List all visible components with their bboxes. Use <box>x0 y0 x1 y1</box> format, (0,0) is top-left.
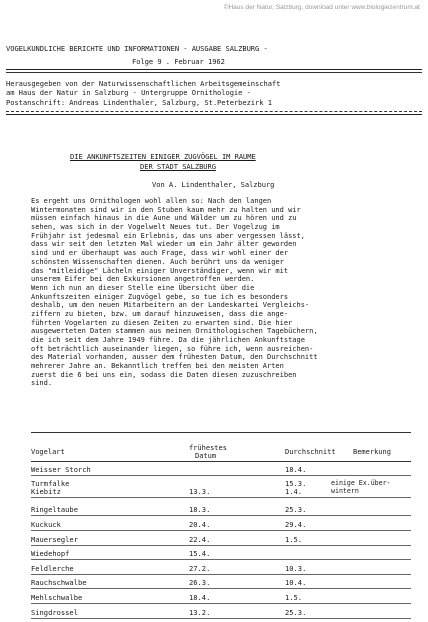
article-title-1: DIE ANKUNFTSZEITEN EINIGER ZUGVÖGEL IM RAUME <box>70 152 256 161</box>
table-cell-earliest: 27.2. <box>189 564 211 573</box>
table-cell-earliest: 20.4. <box>189 520 211 529</box>
body-line: Frühjahr ist jedesmal ein Erlebnis, das uns aber vergessen lässt, <box>31 231 305 240</box>
column-header-average: Durchschnitt <box>285 448 336 456</box>
body-line: Ankunftszeiten einiger Zugvögel gebe, so tue ich es besonders <box>31 292 289 301</box>
divider-dashed <box>6 111 422 112</box>
body-line: unserem Eifer bei den Exkursionen angetroffen werden. <box>31 275 255 284</box>
table-cell-species: Feldlerche <box>31 564 74 573</box>
publisher-line-2: am Haus der Natur in Salzburg - Untergruppe Ornithologie - <box>6 88 251 97</box>
table-cell-species: Rauchschwalbe <box>31 578 87 587</box>
article-author: Von A. Lindenthaler, Salzburg <box>152 180 275 189</box>
table-cell-species: Turmfalke <box>31 479 70 488</box>
table-cell-earliest: 18.4. <box>189 593 211 602</box>
column-header-remarks: Bemerkung <box>353 448 391 456</box>
column-header-earliest-sub: Datum <box>195 452 217 460</box>
article-body <box>31 197 411 406</box>
table-cell-earliest: 13.2. <box>189 608 211 617</box>
table-row-divider <box>31 515 411 516</box>
table-row-divider <box>31 545 411 546</box>
divider-top-1 <box>6 69 422 70</box>
table-row-divider <box>31 559 411 560</box>
table-cell-remark: wintern <box>331 487 359 495</box>
table-cell-earliest: 22.4. <box>189 535 211 544</box>
table-cell-species: Ringeltaube <box>31 505 78 514</box>
table-cell-species: Kiebitz <box>31 487 61 496</box>
table-cell-average: 29.4. <box>285 520 307 529</box>
body-line: mehrerer Jahre an. Bekanntlich treffen bei den meisten Arten <box>31 362 284 371</box>
body-line: des Material vorhanden, ausser dem frühesten Datum, den Durchschnitt <box>31 353 318 362</box>
table-row-divider <box>31 497 411 498</box>
table-cell-species: Wiedehopf <box>31 549 70 558</box>
table-row <box>31 593 411 607</box>
divider-top-2 <box>6 72 422 73</box>
table-cell-average: 10.4. <box>285 578 307 587</box>
postal-address: Postanschrift: Andreas Lindenthaler, Salzburg, St.Peterbezirk 1 <box>6 98 272 107</box>
table-row <box>31 578 411 592</box>
table-cell-earliest: 26.3. <box>189 578 211 587</box>
table-cell-average: 1.5. <box>285 535 303 544</box>
body-line: sind und er überhaupt was auch Frage, dass wir wohl einer der <box>31 249 289 258</box>
table-row <box>31 608 411 622</box>
table-row-divider <box>31 574 411 575</box>
body-line: sind. <box>31 379 53 388</box>
table-cell-average: 25.3. <box>285 608 307 617</box>
table-row <box>31 520 411 534</box>
table-header-line <box>31 461 411 462</box>
body-line: schönsten Wissenschaften dienen. Auch berührt uns da weniger <box>31 257 284 266</box>
publisher-line-1: Herausgegeben von der Naturwissenschaftlichen Arbeitsgemeinschaft <box>6 79 281 88</box>
divider-solid <box>6 114 422 115</box>
table-row <box>31 549 411 563</box>
body-line: müssen einfach hinaus in die Aune und Wälder um zu hören und zu <box>31 214 297 223</box>
body-line: Es ergeht uns Ornithologen wohl allen so: Nach den langen <box>31 197 272 205</box>
header-issue: Folge 9 . Februar 1962 <box>132 57 225 66</box>
body-line: Wenn ich nun an dieser Stelle eine Übersicht über die <box>31 283 255 292</box>
article-title-2: DER STADT SALZBURG <box>140 162 216 171</box>
body-line: Wintermonaten sind wir in den Stuben kaum mehr zu halten und wir <box>31 205 301 214</box>
column-header-earliest: frühestes <box>189 444 227 452</box>
table-cell-average: 15.3. <box>285 479 307 488</box>
table-cell-earliest: 13.3. <box>189 487 211 496</box>
table-row-divider <box>31 475 411 476</box>
table-cell-average: 25.3. <box>285 505 307 514</box>
table-cell-species: Mauersegler <box>31 535 78 544</box>
table-row <box>31 465 411 479</box>
table-row-divider <box>31 588 411 589</box>
table-row-divider <box>31 603 411 604</box>
table-cell-species: Weisser Storch <box>31 465 91 474</box>
body-line: das "mitleidige" Lächeln einiger Unverständiger, wenn wir mit <box>31 266 289 275</box>
table-cell-remark: einige Ex.über- <box>331 479 391 487</box>
body-line: ziffern zu bieten, bzw. um darauf hinzuweisen, dass die ange- <box>31 309 289 318</box>
body-line <box>31 397 411 406</box>
body-line: sehen, was sich in der Vogelwelt Neues tut. Der Vogelzug im <box>31 223 280 232</box>
body-line <box>31 388 411 397</box>
body-line: dass wir seit den letzten Mal wieder um ein Jahr älter geworden <box>31 240 297 249</box>
table-row <box>31 535 411 549</box>
table-row-divider <box>31 530 411 531</box>
table-cell-species: Kuckuck <box>31 520 61 529</box>
table-cell-average: 18.4. <box>285 465 307 474</box>
table-cell-species: Singdrossel <box>31 608 78 617</box>
table-cell-species: Mehlschwalbe <box>31 593 83 602</box>
body-line: die ich seit dem Jahre 1949 führe. Da die jährlichen Ankunftstage <box>31 336 305 344</box>
table-cell-earliest: 15.4. <box>189 549 211 558</box>
table-row <box>31 564 411 578</box>
header-title: VOGELKUNDLICHE BERICHTE UND INFORMATIONEN - AUSGABE SALZBURG - <box>6 44 268 53</box>
table-row <box>31 487 411 501</box>
body-line: deshalb, um den neuen Mitarbeitern an der Landeskartei Vergleichs- <box>31 301 310 310</box>
table-cell-earliest: 18.3. <box>189 505 211 514</box>
body-line: ausgewerteten Daten stammen aus meinen Ornithologischen Tagebüchern, <box>31 327 318 336</box>
watermark: ©Haus der Natur, Salzburg, download unter www.biologiezentrum.at <box>223 4 420 11</box>
table-cell-average: 1.4. <box>285 487 303 496</box>
table-top-line <box>31 432 411 433</box>
body-line: zuerst die 6 bei uns ein, sodass die Daten diesen zuzuschreiben <box>31 370 297 379</box>
table-row <box>31 505 411 519</box>
body-line: führten Vogelarten zu diesen Zeiten zu erwarten sind. Die hier <box>31 318 293 327</box>
table-cell-average: 1.5. <box>285 593 303 602</box>
table-cell-average: 10.3. <box>285 564 307 573</box>
body-line: oft beträchtlich auseinander liegen, so führe ich, wenn ausreichen- <box>31 344 314 353</box>
column-header-species: Vogelart <box>31 448 65 456</box>
